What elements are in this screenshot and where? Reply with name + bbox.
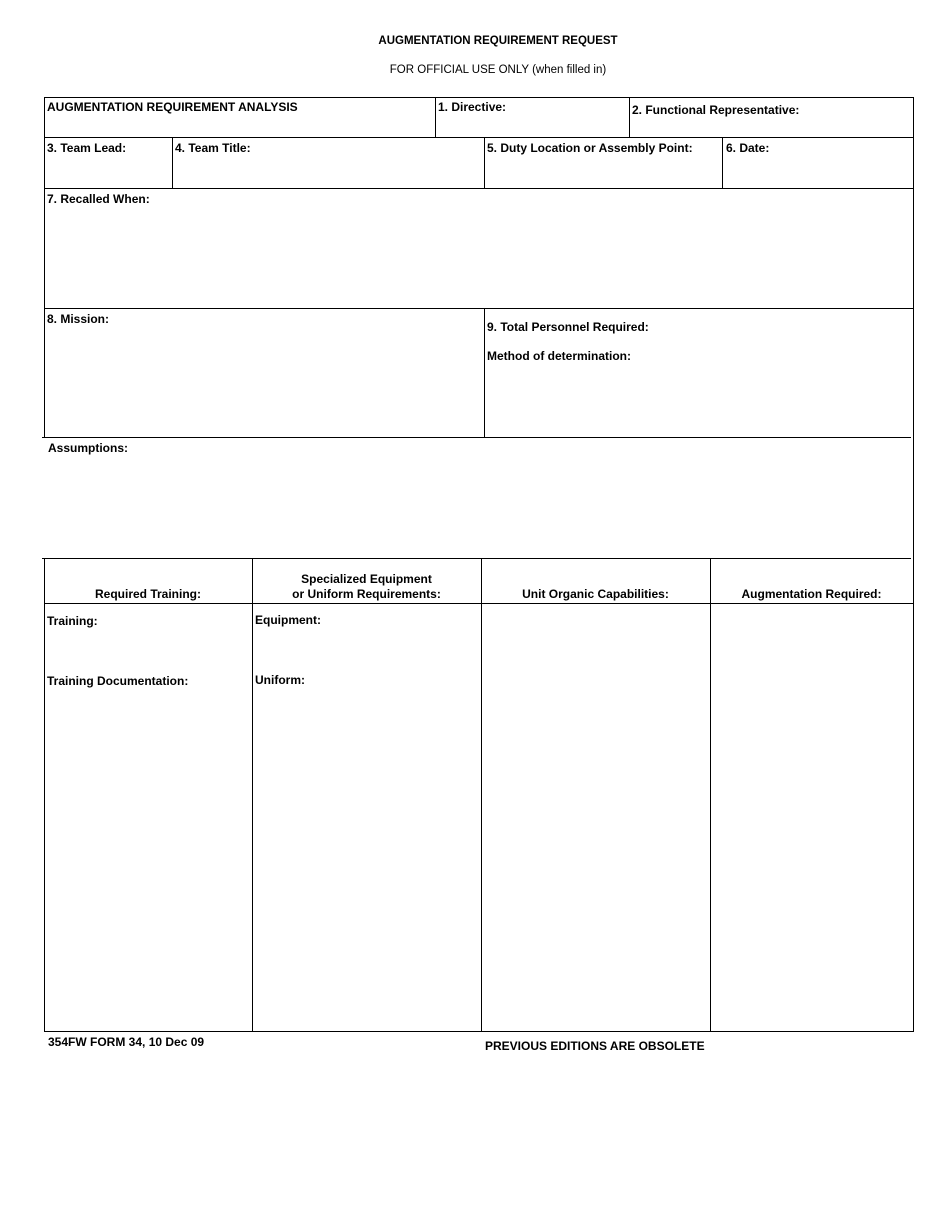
unit-organic-capabilities-field[interactable] bbox=[484, 606, 707, 1028]
specialized-equipment-header-line1: Specialized Equipment bbox=[301, 572, 432, 586]
assumptions-field[interactable] bbox=[47, 458, 910, 556]
training-field[interactable] bbox=[47, 630, 249, 670]
augmentation-required-header: Augmentation Required: bbox=[741, 587, 882, 601]
equipment-label: Equipment: bbox=[255, 613, 321, 627]
directive-field[interactable] bbox=[438, 115, 626, 135]
team-lead-label: 3. Team Lead: bbox=[47, 141, 127, 155]
team-title-label: 4. Team Title: bbox=[175, 141, 251, 155]
date-field[interactable] bbox=[726, 157, 910, 186]
team-lead-field[interactable] bbox=[47, 157, 169, 186]
uniform-field[interactable] bbox=[255, 689, 478, 1028]
training-documentation-label: Training Documentation: bbox=[47, 674, 189, 688]
required-training-header: Required Training: bbox=[94, 587, 201, 601]
form-title: AUGMENTATION REQUIREMENT REQUEST bbox=[378, 35, 618, 47]
method-of-determination-field[interactable] bbox=[487, 366, 910, 435]
functional-representative-field[interactable] bbox=[632, 118, 910, 135]
functional-representative-label: 2. Functional Representative: bbox=[632, 103, 800, 117]
unit-organic-capabilities-header: Unit Organic Capabilities: bbox=[522, 587, 669, 601]
total-personnel-field[interactable] bbox=[665, 318, 910, 336]
mission-field[interactable] bbox=[47, 328, 481, 435]
directive-label: 1. Directive: bbox=[438, 100, 507, 114]
augmentation-required-field[interactable] bbox=[713, 606, 910, 1028]
date-label: 6. Date: bbox=[726, 141, 770, 155]
method-of-determination-label: Method of determination: bbox=[487, 349, 631, 363]
recalled-when-field[interactable] bbox=[47, 208, 910, 306]
recalled-when-label: 7. Recalled When: bbox=[47, 192, 150, 206]
equipment-field[interactable] bbox=[255, 629, 478, 669]
form-subtitle: FOR OFFICIAL USE ONLY (when filled in) bbox=[389, 64, 607, 76]
duty-location-field[interactable] bbox=[487, 157, 719, 186]
team-title-field[interactable] bbox=[175, 157, 481, 186]
training-label: Training: bbox=[47, 614, 98, 628]
total-personnel-label: 9. Total Personnel Required: bbox=[487, 320, 649, 334]
duty-location-label: 5. Duty Location or Assembly Point: bbox=[487, 141, 693, 155]
analysis-heading: AUGMENTATION REQUIREMENT ANALYSIS bbox=[47, 100, 298, 114]
uniform-label: Uniform: bbox=[255, 673, 305, 687]
specialized-equipment-header-line2: or Uniform Requirements: bbox=[292, 587, 441, 601]
mission-label: 8. Mission: bbox=[47, 312, 110, 326]
training-documentation-field[interactable] bbox=[47, 690, 249, 1028]
form-number: 354FW FORM 34, 10 Dec 09 bbox=[48, 1035, 205, 1049]
assumptions-label: Assumptions: bbox=[48, 441, 129, 455]
obsolete-notice: PREVIOUS EDITIONS ARE OBSOLETE bbox=[485, 1039, 705, 1053]
